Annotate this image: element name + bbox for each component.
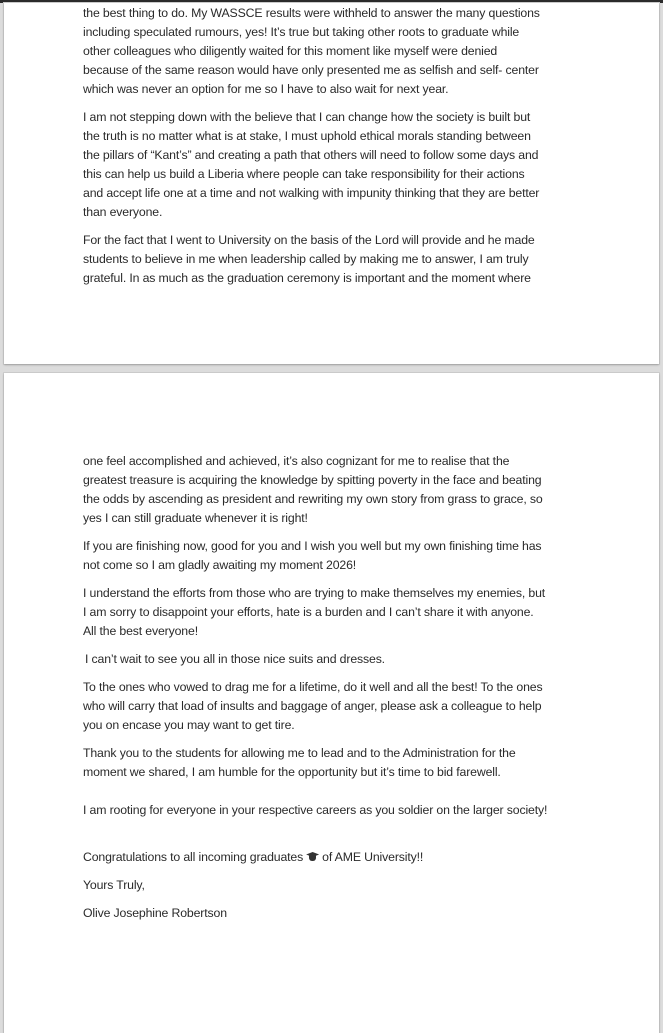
congrats-text-before: Congratulations to all incoming graduates bbox=[83, 850, 304, 864]
page-2-content bbox=[83, 452, 583, 932]
paragraph-congratulations bbox=[83, 829, 583, 867]
paragraph-thank-you: Thank you to the students for allowing me to lead and to the Administration for the moment we shared, I am humble for the opportunity but it’s time to bid farewell. bbox=[83, 746, 516, 779]
paragraph-university-basis: For the fact that I went to University on the basis of the Lord will provide and he made students to believe in me when leadership called by making me to answer, I am truly grateful. In as much as the graduation ceremony is important and the moment where bbox=[83, 233, 535, 285]
paragraph-wassce-results: the best thing to do. My WASSCE results were withheld to answer the many questions including speculated rumours, yes! It’s true but taking other roots to graduate while other colleagues who diligently waited for this moment like myself were denied because of the same reason would have only presented me as selfish and self- center which was never an option for me so I have to also wait for next year. bbox=[83, 6, 540, 96]
paragraph-rooting: I am rooting for everyone in your respective careers as you soldier on the larger society! bbox=[83, 803, 548, 817]
paragraph-enemies: I understand the efforts from those who are trying to make themselves my enemies, but I am sorry to disappoint your efforts, hate is a burden and I can’t share it with anyone. All the best everyone! bbox=[83, 586, 546, 638]
paragraph-accomplished: one feel accomplished and achieved, it’s also cognizant for me to realise that the greatest treasure is acquiring the knowledge by spitting poverty in the face and beating the odds by ascending as president and rewriting my own story from grass to grace, so yes I can still graduate whenever it is right! bbox=[83, 454, 543, 525]
document-page-1 bbox=[4, 3, 659, 364]
page-1-content bbox=[83, 4, 583, 297]
congrats-text-after: of AME University!! bbox=[322, 850, 424, 864]
graduation-cap-icon bbox=[306, 851, 319, 862]
paragraph-not-stepping-down: I am not stepping down with the believe that I can change how the society is built but the truth is no matter what is at stake, I must uphold ethical morals standing between the pillars of “Kant’s” and creating a path that others will need to follow some days and this can help us build a Liberia where people can take responsibility for their actions and accept life one at a time and not walking with impunity thinking that they are better than everyone. bbox=[83, 110, 540, 219]
signature-name: Olive Josephine Robertson bbox=[83, 906, 227, 920]
paragraph-drag-me: To the ones who vowed to drag me for a lifetime, do it well and all the best! To the ones who will carry that load of insults and baggage of anger, please ask a colleague to help you on encase you may want to get tire. bbox=[83, 680, 543, 732]
paragraph-suits-dresses: I can’t wait to see you all in those nice suits and dresses. bbox=[85, 652, 385, 666]
paragraph-finishing-now: If you are finishing now, good for you and I wish you well but my own finishing time has not come so I am gladly awaiting my moment 2026! bbox=[83, 539, 542, 572]
document-page-2 bbox=[4, 373, 659, 1033]
closing-line: Yours Truly, bbox=[83, 878, 145, 892]
